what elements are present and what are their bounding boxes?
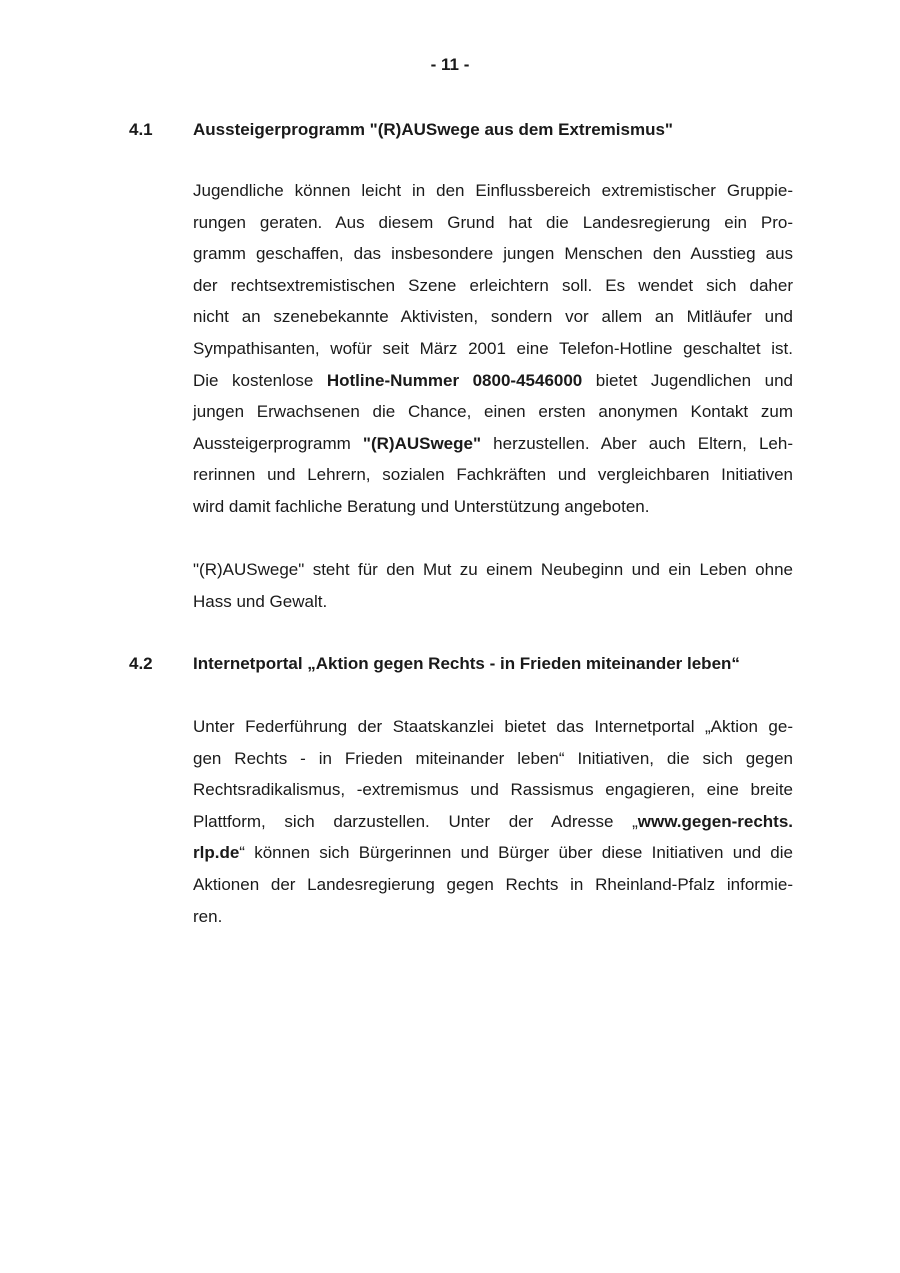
paragraph-4-1-2 bbox=[193, 554, 793, 617]
text-line: wird damit fachliche Beratung und Unterstützung angeboten. bbox=[193, 496, 650, 516]
text-segment: Plattform, sich darzustellen. Unter der Adresse „ bbox=[193, 811, 638, 831]
text-line: Rechtsradikalismus, -extremismus und Rassismus engagieren, eine breite bbox=[193, 780, 793, 800]
text-line: Sympathisanten, wofür seit März 2001 eine Telefon-Hotline geschaltet ist. bbox=[193, 338, 793, 358]
text-line bbox=[193, 806, 793, 838]
paragraph-4-1-1 bbox=[193, 175, 793, 523]
text-line bbox=[193, 365, 793, 397]
text-line: Jugendliche können leicht in den Einflussbereich extremistischer Gruppie- bbox=[193, 181, 793, 200]
page-number: - 11 - bbox=[430, 55, 470, 74]
text-line: Unter Federführung der Staatskanzlei bietet das Internetportal „Aktion ge- bbox=[193, 717, 793, 736]
text-segment: herzustellen. Aber auch Eltern, Leh- bbox=[481, 433, 793, 453]
text-line bbox=[193, 837, 793, 869]
text-line: Aktionen der Landesregierung gegen Rechts in Rheinland-Pfalz informie- bbox=[193, 874, 793, 894]
text-line: "(R)AUSwege" steht für den Mut zu einem Neubeginn und ein Leben ohne bbox=[193, 560, 793, 579]
text-line: rungen geraten. Aus diesem Grund hat die Landesregierung ein Pro- bbox=[193, 212, 793, 232]
text-line: Hass und Gewalt. bbox=[193, 591, 328, 611]
section-heading-4-1 bbox=[129, 119, 809, 141]
section-title: Aussteigerprogramm "(R)AUSwege aus dem Extremismus" bbox=[193, 120, 673, 139]
text-segment: bietet Jugendlichen und bbox=[582, 370, 793, 390]
section-number: 4.1 bbox=[129, 120, 153, 139]
section-heading-4-2 bbox=[129, 653, 809, 675]
text-line: rerinnen und Lehrern, sozialen Fachkräften und vergleichbaren Initiativen bbox=[193, 465, 793, 485]
text-segment: Die kostenlose bbox=[193, 370, 327, 390]
text-line: gen Rechts - in Frieden miteinander leben“ Initiativen, die sich gegen bbox=[193, 748, 793, 768]
text-line: der rechtsextremistischen Szene erleichtern soll. Es wendet sich daher bbox=[193, 275, 793, 295]
paragraph-4-2-1 bbox=[193, 711, 793, 932]
web-address: rlp.de bbox=[193, 843, 240, 863]
program-name: "(R)AUSwege" bbox=[362, 433, 482, 453]
web-address: www.gegen-rechts. bbox=[637, 811, 793, 831]
text-line: gramm geschaffen, das insbesondere jungen Menschen den Ausstieg aus bbox=[193, 244, 793, 264]
text-line: nicht an szenebekannte Aktivisten, sondern vor allem an Mitläufer und bbox=[193, 307, 793, 327]
section-title: Internetportal „Aktion gegen Rechts - in Frieden miteinander leben“ bbox=[193, 654, 740, 673]
text-segment: Aussteigerprogramm bbox=[193, 433, 363, 453]
text-line: ren. bbox=[193, 906, 223, 926]
section-number: 4.2 bbox=[129, 654, 153, 673]
hotline-number: Hotline-Nummer 0800-4546000 bbox=[326, 370, 583, 390]
text-line: jungen Erwachsenen die Chance, einen ersten anonymen Kontakt zum bbox=[193, 402, 793, 422]
text-segment: “ können sich Bürgerinnen und Bürger über diese Initiativen und die bbox=[239, 843, 793, 863]
text-line bbox=[193, 428, 793, 460]
